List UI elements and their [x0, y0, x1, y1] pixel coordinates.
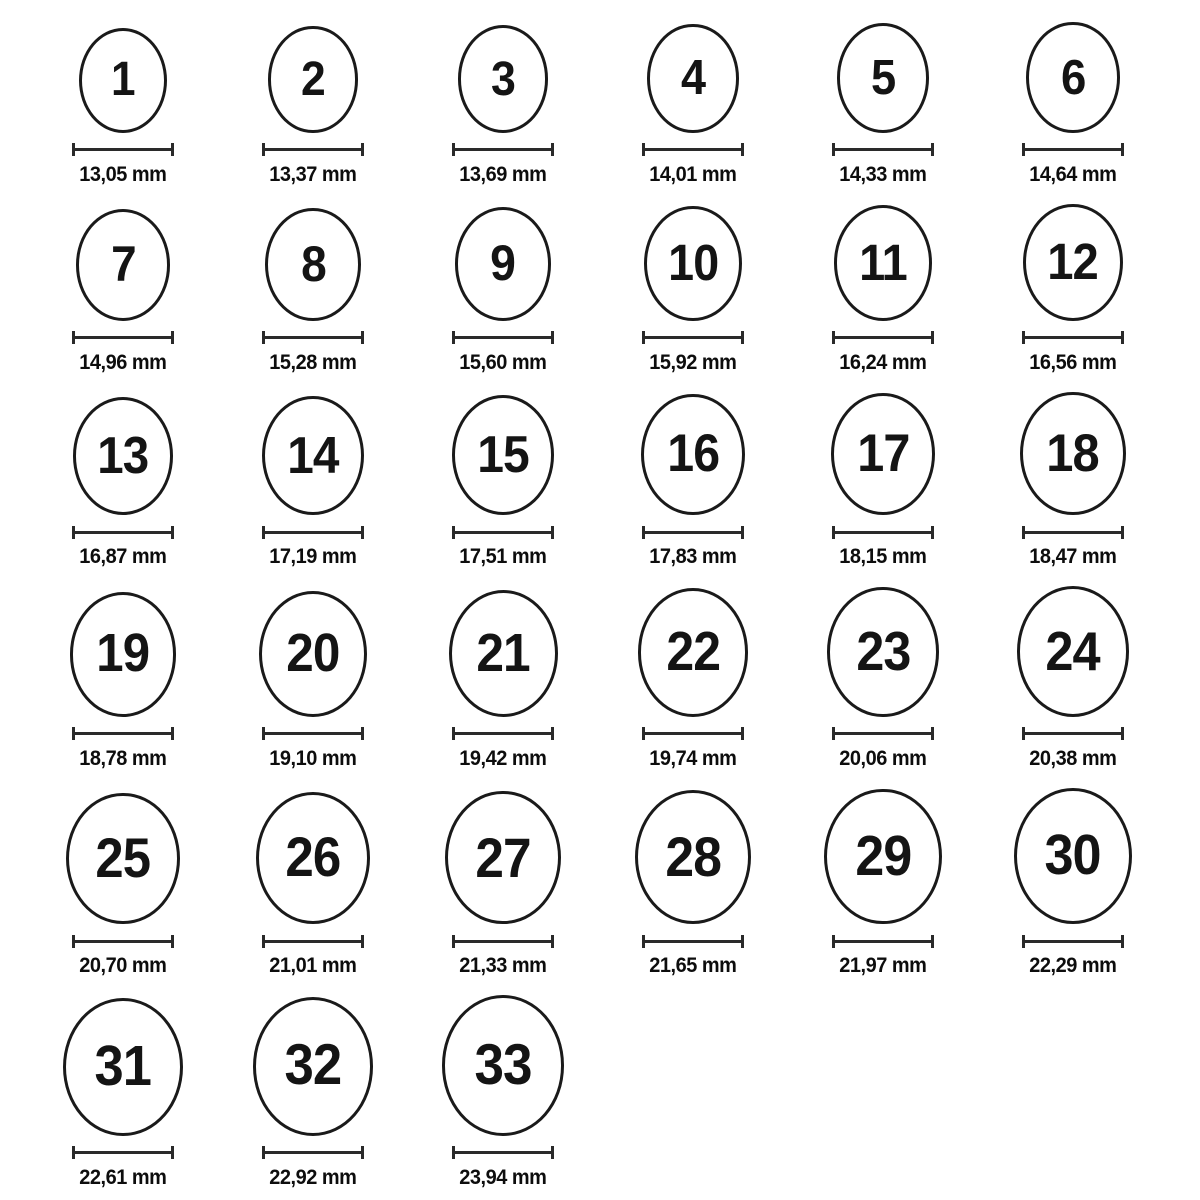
diameter-measure-line	[72, 934, 174, 948]
measure-bar	[835, 732, 931, 735]
ring-circle	[63, 998, 183, 1136]
ring-size-row	[28, 204, 1172, 376]
measure-bar	[455, 1151, 551, 1154]
ring-size-item	[978, 586, 1168, 771]
diameter-measure-line	[72, 727, 174, 741]
diameter-measure-line	[1022, 525, 1124, 539]
ring-size-row	[28, 586, 1172, 771]
measure-bar	[1025, 531, 1121, 534]
diameter-measure-line	[262, 934, 364, 948]
measure-right-tick	[171, 143, 174, 156]
ring-circle	[647, 24, 738, 132]
measure-right-tick	[171, 935, 174, 948]
measure-right-tick	[1121, 526, 1124, 539]
ring-circle	[73, 397, 174, 515]
diameter-measure-line	[642, 934, 744, 948]
diameter-measure-line	[642, 525, 744, 539]
diameter-label: 22,92 mm	[269, 1165, 357, 1189]
ring-size-number: 12	[1047, 233, 1099, 291]
diameter-measure-line	[262, 331, 364, 345]
diameter-label: 20,38 mm	[1029, 746, 1117, 770]
ring-size-number: 3	[491, 51, 515, 106]
measure-bar	[645, 940, 741, 943]
ring-size-number: 2	[301, 52, 325, 107]
ring-size-number: 16	[667, 424, 719, 484]
ring-size-item	[788, 23, 978, 187]
ring-size-number: 9	[490, 234, 516, 292]
ring-size-item	[598, 588, 788, 771]
measure-bar	[455, 148, 551, 151]
ring-size-number: 19	[96, 624, 150, 684]
ring-size-number: 22	[666, 621, 720, 683]
ring-size-number: 23	[855, 620, 911, 682]
ring-size-number: 28	[665, 825, 721, 889]
diameter-label: 16,56 mm	[1029, 350, 1117, 374]
measure-right-tick	[931, 727, 934, 740]
ring-size-row	[28, 788, 1172, 980]
ring-size-number: 5	[870, 50, 896, 106]
diameter-label: 21,33 mm	[459, 954, 547, 978]
ring-circle	[253, 997, 374, 1136]
measure-bar	[75, 732, 171, 735]
diameter-measure-line	[72, 525, 174, 539]
diameter-measure-line	[452, 525, 554, 539]
diameter-measure-line	[72, 143, 174, 157]
ring-circle	[445, 791, 560, 925]
measure-bar	[645, 732, 741, 735]
ring-size-item	[598, 206, 788, 376]
diameter-label: 18,15 mm	[839, 545, 927, 569]
ring-size-item	[28, 28, 218, 188]
diameter-measure-line	[1022, 143, 1124, 157]
ring-size-item	[218, 997, 408, 1191]
ring-size-row	[28, 22, 1172, 188]
ring-size-row	[28, 392, 1172, 571]
ring-size-number: 33	[474, 1032, 532, 1097]
ring-circle	[1017, 586, 1129, 716]
ring-size-number: 4	[680, 50, 706, 105]
diameter-label: 14,01 mm	[649, 162, 737, 186]
measure-right-tick	[931, 331, 934, 344]
diameter-measure-line	[452, 934, 554, 948]
ring-circle	[827, 587, 938, 716]
measure-right-tick	[551, 935, 554, 948]
ring-circle	[268, 26, 357, 132]
ring-size-row	[28, 995, 1172, 1190]
ring-size-item	[408, 590, 598, 772]
diameter-label: 22,61 mm	[79, 1165, 167, 1189]
ring-size-item	[978, 22, 1168, 188]
measure-right-tick	[741, 331, 744, 344]
ring-circle	[837, 23, 929, 132]
measure-right-tick	[931, 526, 934, 539]
ring-size-number: 17	[856, 423, 910, 483]
diameter-label: 23,94 mm	[459, 1165, 547, 1189]
measure-right-tick	[1121, 331, 1124, 344]
ring-size-number: 1	[111, 53, 135, 106]
diameter-measure-line	[452, 727, 554, 741]
measure-bar	[265, 531, 361, 534]
diameter-label: 16,24 mm	[839, 350, 927, 374]
diameter-measure-line	[642, 331, 744, 345]
diameter-label: 17,83 mm	[649, 545, 737, 569]
measure-bar	[1025, 940, 1121, 943]
ring-circle	[834, 205, 933, 321]
measure-right-tick	[171, 1146, 174, 1159]
ring-size-number: 30	[1044, 823, 1102, 887]
diameter-measure-line	[452, 331, 554, 345]
ring-size-number: 20	[286, 622, 340, 683]
diameter-label: 17,19 mm	[269, 545, 357, 569]
ring-size-number: 18	[1046, 423, 1100, 483]
measure-bar	[75, 531, 171, 534]
measure-right-tick	[551, 526, 554, 539]
diameter-label: 19,10 mm	[269, 746, 357, 770]
measure-right-tick	[551, 727, 554, 740]
diameter-label: 13,69 mm	[459, 162, 547, 186]
measure-right-tick	[551, 1146, 554, 1159]
diameter-label: 22,29 mm	[1029, 954, 1117, 978]
diameter-label: 19,74 mm	[649, 746, 737, 770]
ring-size-item	[598, 790, 788, 980]
measure-right-tick	[741, 526, 744, 539]
diameter-label: 17,51 mm	[459, 545, 547, 569]
measure-bar	[455, 336, 551, 339]
diameter-measure-line	[452, 143, 554, 157]
measure-right-tick	[551, 331, 554, 344]
diameter-measure-line	[832, 525, 934, 539]
ring-circle	[1023, 204, 1123, 321]
ring-size-item	[788, 393, 978, 571]
ring-size-item	[978, 788, 1168, 980]
ring-size-item	[218, 26, 408, 187]
ring-circle	[635, 790, 751, 925]
measure-right-tick	[361, 143, 364, 156]
measure-bar	[645, 336, 741, 339]
measure-right-tick	[361, 1146, 364, 1159]
ring-size-number: 31	[94, 1034, 152, 1099]
diameter-label: 15,28 mm	[269, 350, 357, 374]
measure-right-tick	[931, 143, 934, 156]
diameter-label: 19,42 mm	[459, 746, 547, 770]
measure-bar	[645, 148, 741, 151]
measure-bar	[265, 732, 361, 735]
ring-size-number: 8	[300, 236, 326, 293]
ring-circle	[1026, 22, 1119, 133]
ring-size-number: 13	[97, 426, 149, 485]
ring-size-item	[408, 25, 598, 187]
measure-right-tick	[171, 727, 174, 740]
ring-size-item	[218, 591, 408, 772]
diameter-label: 21,97 mm	[839, 954, 927, 978]
ring-size-number: 14	[287, 425, 339, 484]
ring-size-item	[408, 995, 598, 1190]
measure-right-tick	[741, 143, 744, 156]
ring-size-number: 29	[855, 824, 911, 888]
ring-size-item	[28, 998, 218, 1191]
ring-size-number: 11	[859, 234, 907, 292]
diameter-measure-line	[72, 1146, 174, 1160]
measure-right-tick	[931, 935, 934, 948]
ring-size-number: 21	[476, 623, 530, 684]
diameter-label: 18,47 mm	[1029, 545, 1117, 569]
diameter-label: 21,01 mm	[269, 954, 357, 978]
diameter-measure-line	[832, 727, 934, 741]
ring-size-item	[978, 204, 1168, 376]
measure-right-tick	[171, 526, 174, 539]
ring-size-number: 24	[1045, 619, 1101, 682]
diameter-measure-line	[262, 143, 364, 157]
measure-bar	[265, 1151, 361, 1154]
measure-bar	[75, 940, 171, 943]
measure-bar	[455, 531, 551, 534]
ring-size-item	[978, 392, 1168, 571]
ring-circle	[638, 588, 748, 716]
ring-size-number: 7	[110, 235, 136, 292]
ring-size-item	[28, 209, 218, 376]
diameter-label: 14,96 mm	[79, 350, 167, 374]
ring-size-item	[598, 394, 788, 571]
diameter-label: 15,60 mm	[459, 350, 547, 374]
measure-bar	[835, 940, 931, 943]
ring-size-number: 15	[477, 425, 529, 484]
measure-right-tick	[171, 331, 174, 344]
ring-circle	[79, 28, 167, 133]
ring-size-item	[28, 592, 218, 772]
ring-circle	[449, 590, 558, 717]
diameter-measure-line	[72, 331, 174, 345]
measure-bar	[1025, 732, 1121, 735]
measure-bar	[455, 940, 551, 943]
diameter-measure-line	[1022, 727, 1124, 741]
diameter-label: 13,05 mm	[79, 162, 167, 186]
diameter-label: 15,92 mm	[649, 350, 737, 374]
ring-circle	[262, 396, 364, 515]
ring-circle	[641, 394, 745, 516]
diameter-label: 14,33 mm	[839, 162, 927, 186]
ring-circle	[76, 209, 170, 321]
measure-right-tick	[741, 727, 744, 740]
diameter-measure-line	[832, 934, 934, 948]
diameter-label: 18,78 mm	[79, 746, 167, 770]
ring-size-item	[218, 792, 408, 980]
measure-right-tick	[551, 143, 554, 156]
measure-right-tick	[361, 935, 364, 948]
ring-circle	[66, 793, 179, 924]
ring-size-number: 32	[284, 1033, 342, 1098]
measure-bar	[835, 531, 931, 534]
ring-size-item	[788, 205, 978, 376]
measure-right-tick	[361, 727, 364, 740]
ring-size-number: 10	[667, 233, 719, 291]
ring-size-item	[788, 789, 978, 980]
diameter-measure-line	[452, 1146, 554, 1160]
measure-bar	[455, 732, 551, 735]
diameter-label: 16,87 mm	[79, 545, 167, 569]
measure-right-tick	[361, 526, 364, 539]
ring-size-item	[408, 791, 598, 980]
diameter-measure-line	[262, 727, 364, 741]
measure-bar	[645, 531, 741, 534]
measure-bar	[265, 148, 361, 151]
ring-circle	[70, 592, 177, 717]
diameter-label: 20,70 mm	[79, 954, 167, 978]
diameter-label: 14,64 mm	[1029, 162, 1117, 186]
ring-circle	[455, 207, 551, 321]
ring-circle	[256, 792, 370, 925]
measure-bar	[75, 148, 171, 151]
measure-right-tick	[1121, 727, 1124, 740]
measure-right-tick	[361, 331, 364, 344]
ring-circle	[824, 789, 941, 925]
measure-right-tick	[741, 935, 744, 948]
measure-bar	[75, 336, 171, 339]
ring-circle	[831, 393, 936, 516]
ring-size-item	[28, 397, 218, 570]
ring-size-item	[218, 208, 408, 376]
diameter-label: 13,37 mm	[269, 162, 357, 186]
measure-bar	[265, 940, 361, 943]
diameter-label: 21,65 mm	[649, 954, 737, 978]
diameter-measure-line	[832, 331, 934, 345]
ring-size-item	[218, 396, 408, 570]
ring-size-item	[788, 587, 978, 771]
measure-bar	[1025, 148, 1121, 151]
ring-circle	[259, 591, 367, 717]
diameter-measure-line	[1022, 934, 1124, 948]
ring-circle	[644, 206, 741, 321]
ring-circle	[452, 395, 555, 515]
measure-bar	[75, 1151, 171, 1154]
ring-circle	[442, 995, 564, 1135]
ring-size-item	[598, 24, 788, 187]
diameter-measure-line	[1022, 331, 1124, 345]
measure-bar	[835, 336, 931, 339]
diameter-measure-line	[642, 727, 744, 741]
ring-circle	[1014, 788, 1132, 925]
ring-size-item	[408, 395, 598, 570]
diameter-label: 20,06 mm	[839, 746, 927, 770]
diameter-measure-line	[262, 525, 364, 539]
diameter-measure-line	[262, 1146, 364, 1160]
measure-bar	[835, 148, 931, 151]
ring-size-number: 26	[285, 826, 341, 889]
diameter-measure-line	[832, 143, 934, 157]
measure-bar	[1025, 336, 1121, 339]
ring-circle	[458, 25, 548, 132]
ring-circle	[265, 208, 360, 321]
ring-circle	[1020, 392, 1126, 516]
measure-bar	[265, 336, 361, 339]
ring-size-number: 25	[95, 827, 151, 890]
ring-size-number: 27	[475, 825, 531, 889]
ring-size-item	[408, 207, 598, 376]
measure-right-tick	[1121, 935, 1124, 948]
ring-size-item	[28, 793, 218, 979]
ring-size-number: 6	[1060, 49, 1086, 105]
measure-right-tick	[1121, 143, 1124, 156]
diameter-measure-line	[642, 143, 744, 157]
